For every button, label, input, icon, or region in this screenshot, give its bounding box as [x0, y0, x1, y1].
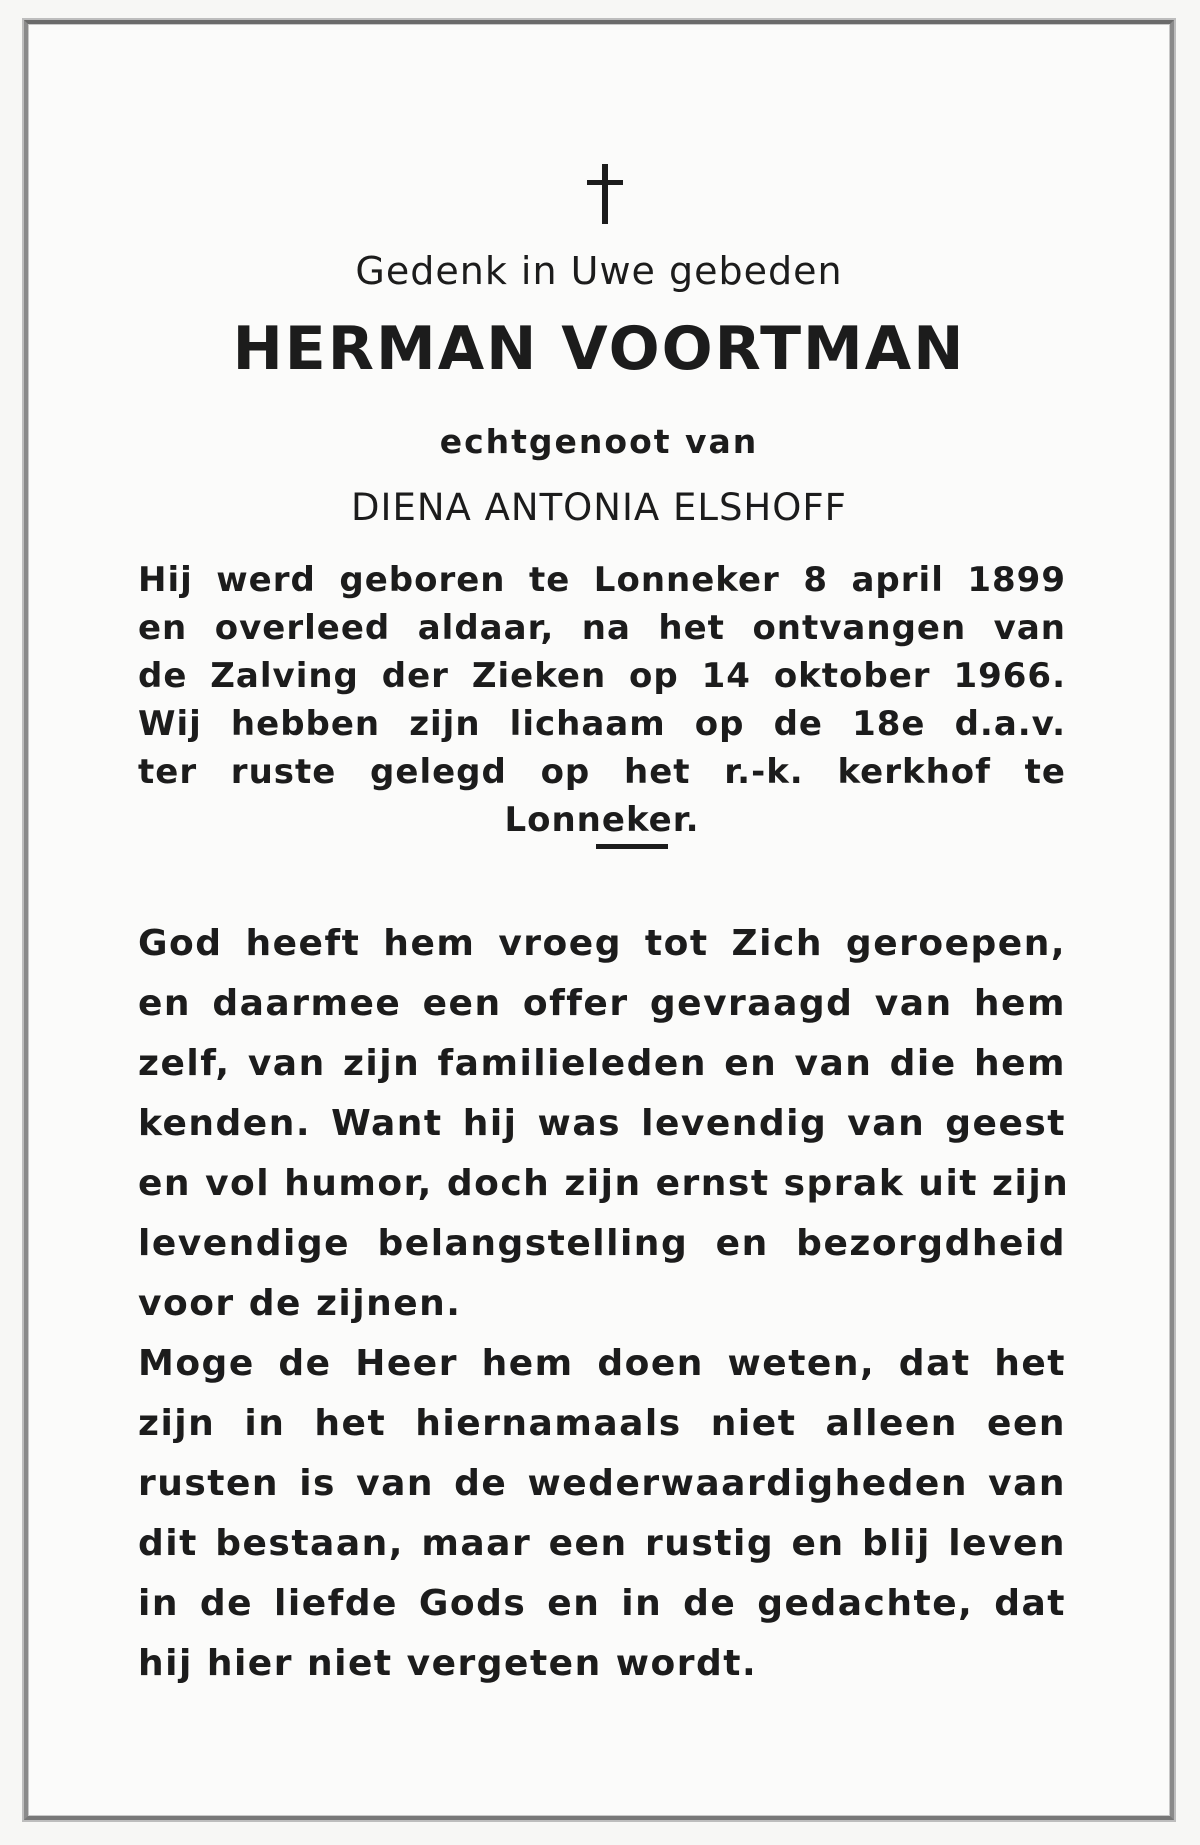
tribute-line: voor de zijnen. [138, 1283, 462, 1324]
tribute-line: levendige belangstelling en bezorgdheid [138, 1223, 1066, 1264]
tribute-line: Moge de Heer hem doen weten, dat het [138, 1343, 1066, 1384]
tribute-line: dit bestaan, maar een rustig en blij leven [138, 1523, 1066, 1564]
cross-icon-horizontal [587, 180, 623, 185]
cross-icon-vertical [602, 164, 608, 224]
tribute-line: God heeft hem vroeg tot Zich geroepen, [138, 923, 1066, 964]
divider [596, 844, 668, 849]
spouse-label: echtgenoot van [439, 422, 759, 461]
prayer-request: Gedenk in Uwe gebeden [355, 249, 843, 293]
biography-line: ter ruste gelegd op het r.-k. kerkhof te [138, 752, 1066, 792]
biography-line: de Zalving der Zieken op 14 oktober 1966. [138, 656, 1066, 696]
tribute-text [138, 914, 1070, 1694]
biography-line: Hij werd geboren te Lonneker 8 april 1899 [138, 560, 1066, 600]
biography-line: Lonneker. [504, 800, 700, 840]
biography-line: Wij hebben zijn lichaam op de 18e d.a.v. [138, 704, 1066, 744]
cross-icon [28, 164, 1170, 234]
deceased-name: HERMAN VOORTMAN [232, 314, 966, 384]
tribute-line: hij hier niet vergeten wordt. [138, 1643, 758, 1684]
tribute-line: zelf, van zijn familieleden en van die hem [138, 1043, 1066, 1084]
tribute-line: kenden. Want hij was levendig van geest [138, 1103, 1066, 1144]
tribute-line: zijn in het hiernamaals niet alleen een [138, 1403, 1066, 1444]
biography-line: en overleed aldaar, na het ontvangen van [138, 608, 1066, 648]
tribute-line: en vol humor, doch zijn ernst sprak uit zijn [138, 1163, 1070, 1204]
memorial-card [24, 20, 1174, 1820]
tribute-line: rusten is van de wederwaardigheden van [138, 1463, 1066, 1504]
tribute-line: en daarmee een offer gevraagd van hem [138, 983, 1066, 1024]
tribute-line: in de liefde Gods en in de gedachte, dat [138, 1583, 1066, 1624]
spouse-name: DIENA ANTONIA ELSHOFF [351, 486, 847, 529]
biography [138, 556, 1066, 844]
